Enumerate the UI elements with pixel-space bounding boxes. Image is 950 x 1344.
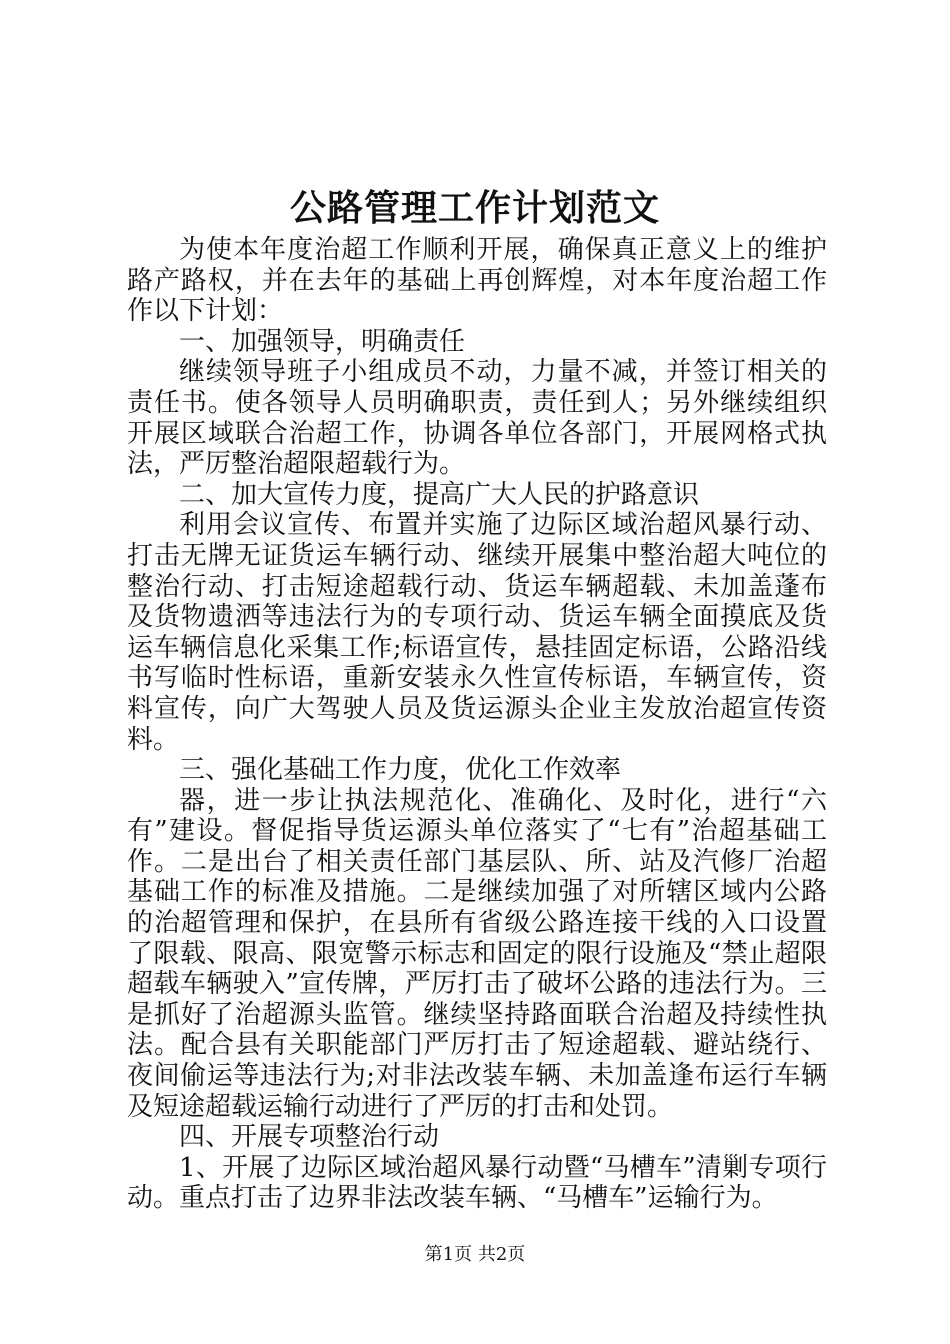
section-heading-4: 四、开展专项整治行动 (179, 1122, 440, 1153)
document-body (127, 235, 827, 1214)
section-paragraph-3: 器，进一步让执法规范化、准确化、及时化，进行“六有”建设。督促指导货运源头单位落实了“七有”治超基础工作。二是出台了相关责任部门基层队、所、站及汽修厂治超基础工作的标准及措施。二是继续加强了对所辖区域内公路的治超管理和保护，在县所有省级公路连接干线的入口设置了限载、限高、限宽警示标志和固定的限行设施及“禁止超限超载车辆驶入”宣传牌，严厉打击了破坏公路的违法行为。三是抓好了治超源头监管。继续坚持路面联合治超及持续性执法。配合县有关职能部门严厉打击了短途超载、避站绕行、夜间偷运等违法行为;对非法改装车辆、未加盖逢布运行车辆及短途超载运输行动进行了严厉的打击和处罚。 (127, 785, 827, 1122)
section-paragraph-2: 利用会议宣传、布置并实施了边际区域治超风暴行动、打击无牌无证货运车辆行动、继续开展集中整治超大吨位的整治行动、打击短途超载行动、货运车辆超载、未加盖蓬布及货物遗洒等违法行为的专项行动、货运车辆全面摸底及货运车辆信息化采集工作;标语宣传，悬挂固定标语，公路沿线书写临时性标语，重新安装永久性宣传标语，车辆宣传，资料宣传，向广大驾驶人员及货运源头企业主发放治超宣传资料。 (127, 510, 827, 755)
section-paragraph-1: 继续领导班子小组成员不动，力量不减，并签订相关的责任书。使各领导人员明确职责，责任到人；另外继续组织开展区域联合治超工作，协调各单位各部门，开展网格式执法，严厉整治超限超载行为。 (127, 357, 827, 480)
page-footer: 第1页 共2页 (424, 1244, 526, 1265)
section-heading-1: 一、加强领导，明确责任 (179, 326, 466, 357)
intro-paragraph: 为使本年度治超工作顺利开展，确保真正意义上的维护路产路权，并在去年的基础上再创辉煌，对本年度治超工作作以下计划： (127, 235, 827, 327)
section-paragraph-4: 1、开展了边际区域治超风暴行动暨“马槽车”清剿专项行动。重点打击了边界非法改装车辆、“马槽车”运输行为。 (127, 1152, 827, 1214)
section-heading-2: 二、加大宣传力度，提高广大人民的护路意识 (179, 479, 700, 510)
section-heading-3: 三、强化基础工作力度，优化工作效率 (179, 755, 622, 786)
document-title: 公路管理工作计划范文 (289, 187, 660, 229)
